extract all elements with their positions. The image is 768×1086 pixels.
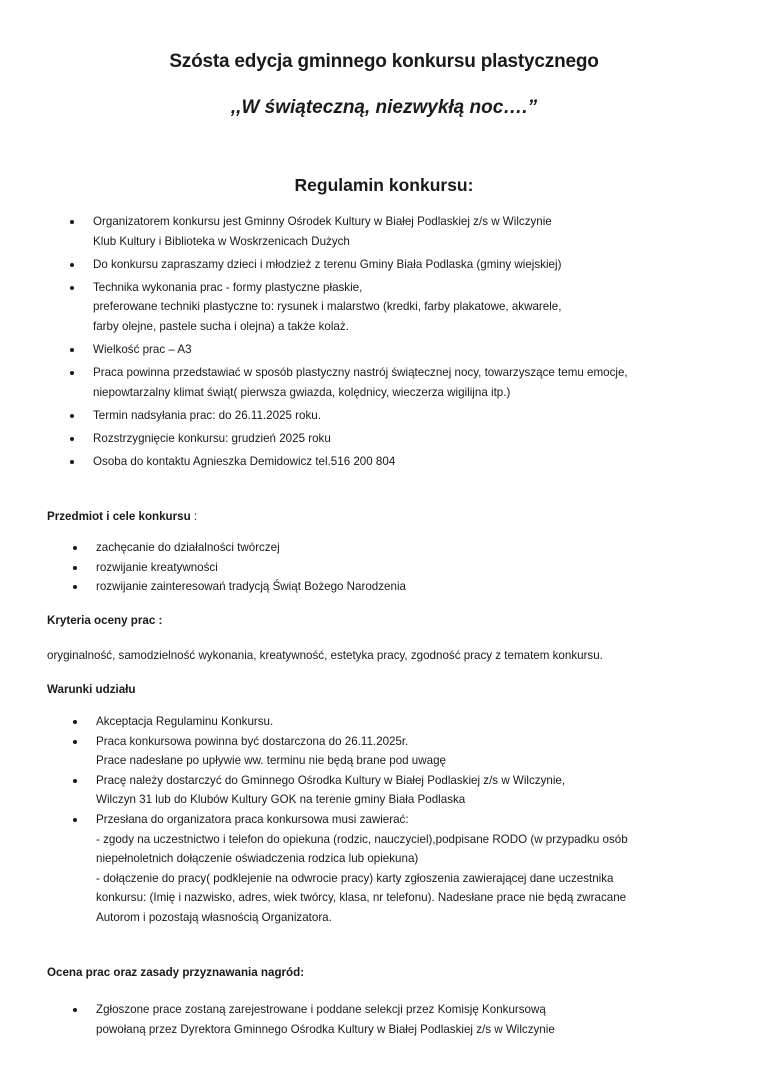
list-item-text: Technika wykonania prac - formy plastyczne płaskie, xyxy=(93,280,363,294)
list-item xyxy=(73,577,406,597)
list-item-text: Zgłoszone prace zostaną zarejestrowane i poddane selekcji przez Komisję Konkursową xyxy=(96,1003,546,1016)
list-item xyxy=(70,452,628,472)
evaluation-heading: Ocena prac oraz zasady przyznawania nagród: xyxy=(47,966,305,979)
list-item xyxy=(70,429,628,449)
list-item-text: powołaną przez Dyrektora Gminnego Ośrodka Kultury w Białej Podlaskiej z/s w Wilczynie xyxy=(96,1022,555,1036)
list-item-text: Wilczyn 31 lub do Klubów Kultury GOK na terenie gminy Biała Podlaska xyxy=(96,793,466,807)
list-item-text: Pracę należy dostarczyć do Gminnego Ośrodka Kultury w Białej Podlaskiej z/s w Wilczynie, xyxy=(96,773,566,787)
list-item xyxy=(73,538,406,558)
list-item-text: Termin nadsyłania prac: do 26.11.2025 roku. xyxy=(93,408,321,422)
list-item-text: Autorom i pozostają własnością Organizatora. xyxy=(96,910,332,924)
list-item xyxy=(70,255,628,275)
document-title: Szósta edycja gminnego konkursu plastycznego xyxy=(169,51,599,72)
list-item-text: Praca konkursowa powinna być dostarczona do 26.11.2025r. xyxy=(96,734,409,748)
conditions-list xyxy=(73,712,628,928)
list-item-text: niepełnoletnich dołączenie oświadczenia rodzica lub opiekuna) xyxy=(96,852,419,866)
list-item-text: farby olejne, pastele sucha i olejna) a także kolaż. xyxy=(93,319,349,333)
list-item-text: Rozstrzygnięcie konkursu: grudzień 2025 roku xyxy=(93,431,331,445)
list-item-text: Prace nadesłane po upływie ww. terminu nie będą brane pod uwagę xyxy=(96,754,446,768)
objectives-heading xyxy=(47,510,197,523)
contest-name: ,,W świąteczną, niezwykłą noc….” xyxy=(230,97,538,118)
list-item xyxy=(70,363,628,402)
list-item xyxy=(73,558,406,578)
list-item xyxy=(70,212,628,251)
list-item-text: rozwijanie kreatywności xyxy=(96,560,218,574)
criteria-heading: Kryteria oceny prac : xyxy=(47,614,163,627)
objectives-list xyxy=(73,538,406,597)
list-item-text: - dołączenie do pracy( podklejenie na odwrocie pracy) karty zgłoszenia zawierającej dane uczestnika xyxy=(96,871,614,885)
list-item-text: preferowane techniki plastyczne to: rysunek i malarstwo (kredki, farby plakatowe, akwarele, xyxy=(93,300,562,314)
list-item xyxy=(70,340,628,360)
list-item-text: Przesłana do organizatora praca konkursowa musi zawierać: xyxy=(96,812,409,826)
conditions-heading: Warunki udziału xyxy=(47,683,136,696)
list-item-text: Osoba do kontaktu Agnieszka Demidowicz tel.516 200 804 xyxy=(93,455,396,469)
list-item xyxy=(70,278,628,337)
regulations-list xyxy=(70,212,628,472)
regulations-heading: Regulamin konkursu: xyxy=(294,175,474,195)
list-item-text: rozwijanie zainteresowań tradycją Świąt Bożego Narodzenia xyxy=(96,580,406,594)
evaluation-list xyxy=(73,1000,555,1039)
list-item-text: Praca powinna przedstawiać w sposób plastyczny nastrój świątecznej nocy, towarzyszące temu emocje, xyxy=(93,366,628,380)
list-item-text: Organizatorem konkursu jest Gminny Ośrodek Kultury w Białej Podlaskiej z/s w Wilczynie xyxy=(93,215,552,228)
list-item xyxy=(73,810,628,928)
objectives-heading-text: Przedmiot i cele konkursu xyxy=(47,510,191,523)
list-item-text: zachęcanie do działalności twórczej xyxy=(96,541,280,554)
list-item-text: Klub Kultury i Biblioteka w Woskrzenicach Dużych xyxy=(93,234,350,248)
list-item xyxy=(70,406,628,426)
list-item xyxy=(73,712,628,732)
list-item-text: - zgody na uczestnictwo i telefon do opiekuna (rodzic, nauczyciel),podpisane RODO (w przypadku osób xyxy=(96,832,628,846)
list-item-text: niepowtarzalny klimat świąt( pierwsza gwiazda, kolędnicy, wieczerza wigilijna itp.) xyxy=(93,385,511,399)
list-item-text: konkursu: (Imię i nazwisko, adres, wiek twórcy, klasa, nr telefonu). Nadesłane prace nie będą zwracane xyxy=(96,891,627,905)
list-item xyxy=(73,1000,555,1039)
list-item-text: Wielkość prac – A3 xyxy=(93,343,192,357)
objectives-heading-suffix: : xyxy=(190,510,198,523)
list-item-text: Akceptacja Regulaminu Konkursu. xyxy=(96,715,274,728)
list-item xyxy=(73,771,628,810)
criteria-text: oryginalność, samodzielność wykonania, kreatywność, estetyka pracy, zgodność pracy z tematem konkursu. xyxy=(47,649,603,662)
list-item-text: Do konkursu zapraszamy dzieci i młodzież z terenu Gminy Biała Podlaska (gminy wiejskiej) xyxy=(93,257,562,271)
list-item xyxy=(73,732,628,771)
